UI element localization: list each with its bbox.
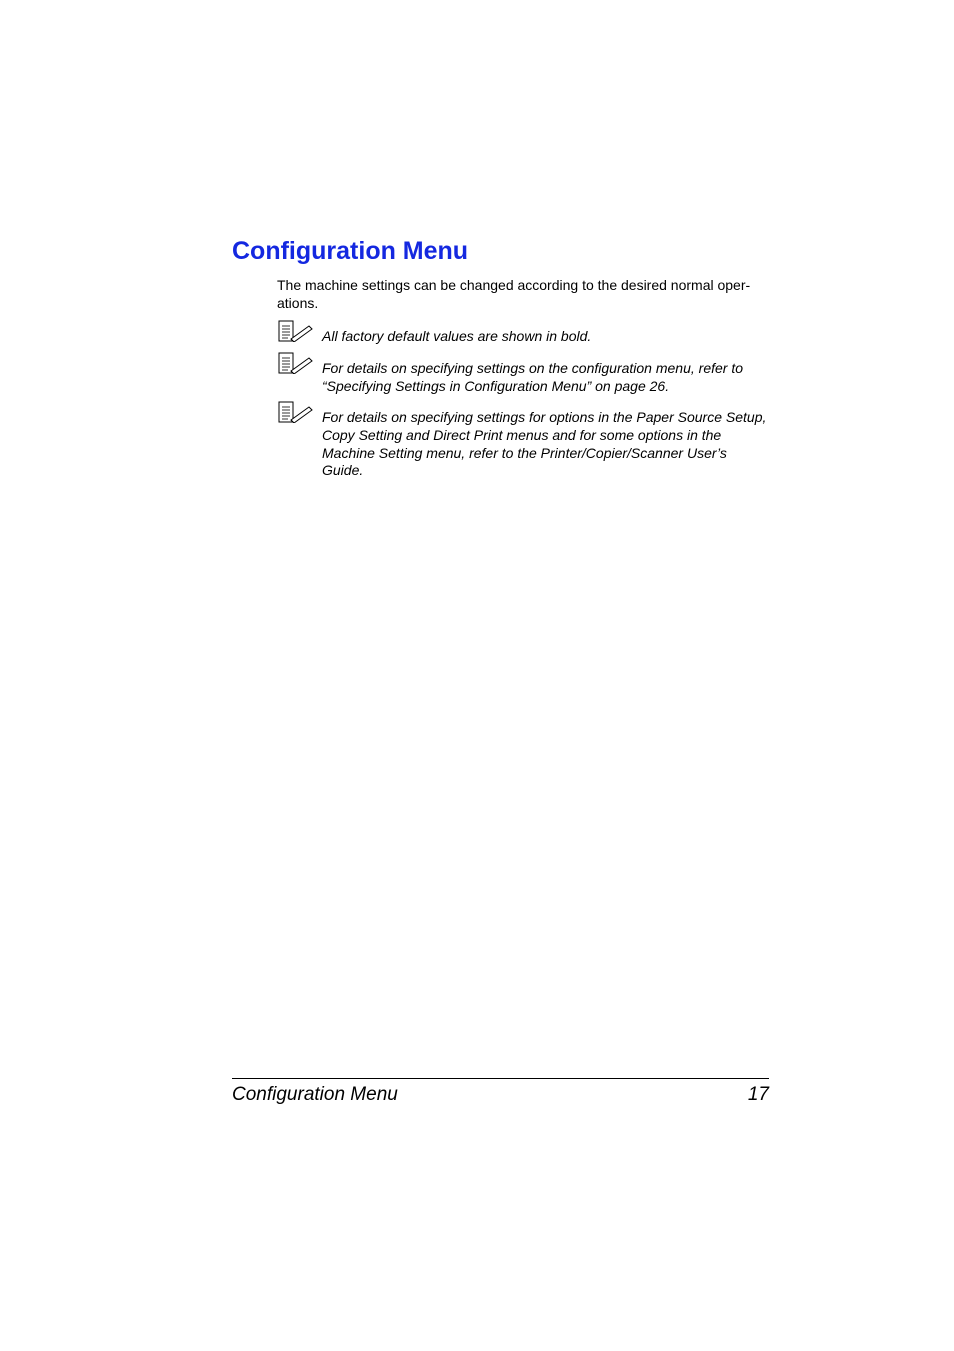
- note-item: [278, 320, 770, 346]
- footer-title: Configuration Menu: [232, 1084, 398, 1105]
- note-text: For details on specifying settings on the configuration menu, refer to “Specifying Settings in Configuration Menu” on page 26.: [322, 360, 744, 394]
- note-item: [278, 352, 770, 396]
- note-text: For details on specifying settings for options in the Paper Source Setup, Copy Setting and Direct Print menus and for some options in the Machine Setting menu, refer to the Printer/Copier/Scanner User’s Guide.: [322, 409, 767, 479]
- footer-divider: [232, 1078, 769, 1079]
- intro-paragraph: The machine settings can be changed according to the desired normal oper- ations.: [277, 277, 751, 311]
- page-number: 17: [747, 1084, 769, 1105]
- note-pencil-icon: [278, 320, 314, 342]
- note-pencil-icon: [278, 352, 314, 374]
- note-text: All factory default values are shown in bold.: [322, 328, 592, 344]
- note-pencil-icon: [278, 401, 314, 423]
- page-title: Configuration Menu: [232, 237, 469, 265]
- note-item: [278, 401, 770, 481]
